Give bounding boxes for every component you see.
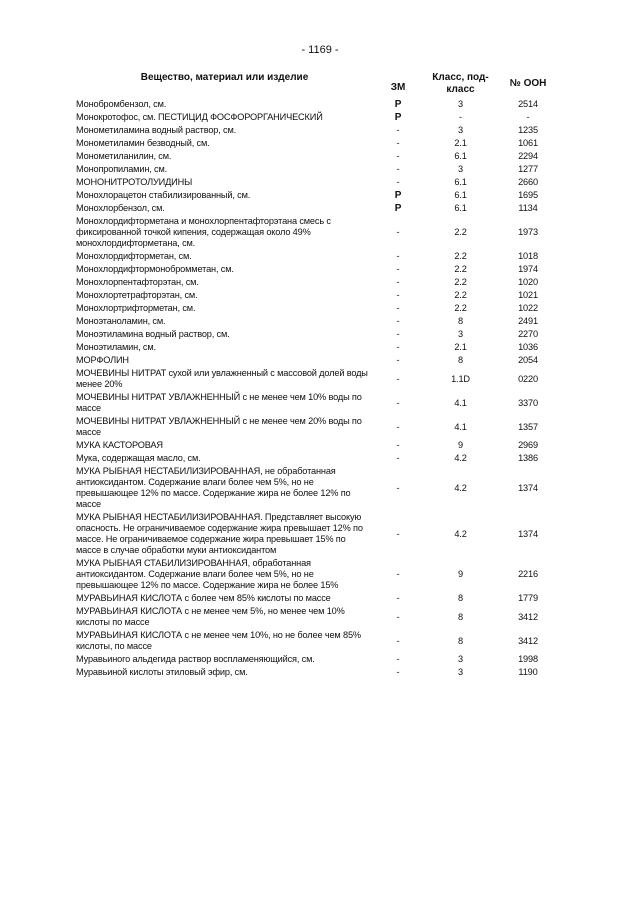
substance-name: Монохлордифтормонобромметан, см. — [76, 264, 234, 274]
substance-name: Монометиламина водный раствор, см. — [76, 125, 237, 135]
substance-name: Монохлорбензол, см. — [76, 203, 165, 213]
table-row — [76, 111, 558, 124]
un-number-cell: 1374 — [518, 482, 538, 493]
table-row — [76, 163, 558, 176]
un-number-cell: 1374 — [518, 528, 538, 539]
zm-cell: - — [396, 177, 400, 187]
header-zm: ЗМ — [390, 82, 406, 93]
substance-name: Монометиланилин, см. — [76, 151, 172, 161]
table-row — [76, 465, 558, 511]
table-row — [76, 124, 558, 137]
class-cell: 3 — [458, 329, 463, 339]
zm-cell: - — [396, 151, 400, 161]
un-number-cell: 1022 — [518, 303, 538, 313]
zm-cell: - — [396, 397, 400, 408]
class-cell: 2.2 — [454, 290, 467, 300]
zm-cell: - — [396, 482, 400, 493]
class-cell: 3 — [458, 164, 463, 174]
class-cell: 8 — [458, 316, 463, 326]
table-row — [76, 250, 558, 263]
table-row — [76, 302, 558, 315]
substance-name: МУРАВЬИНАЯ КИСЛОТА с не менее чем 10%, но не более чем 85% кислоты, по массе — [76, 630, 361, 651]
substance-name: МУКА РЫБНАЯ СТАБИЛИЗИРОВАННАЯ, обработанная антиоксидантом. Содержание влаги более чем 5%, но не превышающее 12% по массе. Содержание жира не более 15% — [76, 558, 339, 590]
un-number-cell: 2491 — [518, 316, 538, 326]
substance-name: МУКА РЫБНАЯ НЕСТАБИЛИЗИРОВАННАЯ. Представляет высокую опасность. Не ограничиваемое содержание жира превышает 12% по массе. Не ограничиваемое содержание жира превышает 15% по массе в случае обработки муки антиоксидантом — [76, 512, 363, 555]
zm-cell: - — [396, 593, 400, 603]
un-number-cell: 1973 — [518, 227, 538, 237]
zm-cell: - — [396, 342, 400, 352]
table-row — [76, 439, 558, 452]
class-cell: 2.1 — [454, 342, 467, 352]
substance-name: МУКА КАСТОРОВАЯ — [76, 440, 163, 450]
un-number-cell: 1386 — [518, 453, 538, 463]
class-cell: 8 — [458, 355, 463, 365]
zm-cell: - — [396, 453, 400, 463]
zm-cell: - — [396, 290, 400, 300]
header-class: Класс, под- класс — [432, 72, 489, 95]
class-cell: 9 — [458, 440, 463, 450]
un-number-cell: 1134 — [518, 203, 538, 213]
zm-cell: Р — [394, 99, 402, 110]
class-cell: 9 — [458, 569, 463, 579]
zm-cell: - — [396, 277, 400, 287]
un-number-cell: 3370 — [518, 397, 538, 408]
un-number-cell: 2294 — [518, 151, 538, 161]
zm-cell: Р — [394, 112, 402, 123]
table-row — [76, 354, 558, 367]
un-number-cell: 0220 — [518, 373, 538, 384]
zm-cell: - — [396, 667, 400, 677]
table-row — [76, 98, 558, 111]
un-number-cell: 3412 — [518, 611, 538, 622]
header-substance: Вещество, материал или изделие — [140, 72, 309, 83]
class-cell: 3 — [458, 99, 463, 109]
zm-cell: - — [396, 440, 400, 450]
table-row — [76, 276, 558, 289]
zm-cell: - — [396, 528, 400, 539]
table-row — [76, 592, 558, 605]
substance-name: Монокротофос, см. ПЕСТИЦИД ФОСФОРОРГАНИЧЕСКИЙ — [76, 112, 323, 122]
zm-cell: - — [396, 373, 400, 384]
table-row — [76, 341, 558, 354]
un-number-cell: 1018 — [518, 251, 538, 261]
un-number-cell: 1277 — [518, 164, 538, 174]
substance-name: Моноэтиламина водный раствор, см. — [76, 329, 230, 339]
zm-cell: - — [396, 164, 400, 174]
class-cell: 8 — [458, 611, 463, 622]
substance-name: МОЧЕВИНЫ НИТРАТ УВЛАЖНЕННЫЙ с не менее чем 10% воды по массе — [76, 392, 362, 413]
zm-cell: - — [396, 355, 400, 365]
class-cell: - — [459, 112, 462, 122]
table-row — [76, 328, 558, 341]
substance-name: Монохлорпентафторэтан, см. — [76, 277, 199, 287]
substance-name: Монопропиламин, см. — [76, 164, 168, 174]
table-row — [76, 653, 558, 666]
zm-cell: - — [396, 138, 400, 148]
substance-name: Муравьиного альдегида раствор воспламеняющийся, см. — [76, 654, 315, 664]
substance-name: Моноэтиламин, см. — [76, 342, 156, 352]
zm-cell: Р — [394, 203, 402, 214]
un-number-cell: 1357 — [518, 421, 538, 432]
un-number-cell: 2216 — [518, 569, 538, 579]
un-number-cell: 1190 — [518, 667, 538, 677]
substance-name: МОРФОЛИН — [76, 355, 129, 365]
un-number-cell: 2969 — [518, 440, 538, 450]
table-row — [76, 605, 558, 629]
header-un: № ООН — [509, 78, 547, 89]
zm-cell: - — [396, 654, 400, 664]
class-cell: 6.1 — [454, 151, 467, 161]
class-cell: 3 — [458, 125, 463, 135]
table-row — [76, 150, 558, 163]
zm-cell: Р — [394, 190, 402, 201]
class-cell: 1.1D — [451, 373, 470, 384]
substance-name: Муравьиной кислоты этиловый эфир, см. — [76, 667, 248, 677]
class-cell: 8 — [458, 593, 463, 603]
un-number-cell: 1695 — [518, 190, 538, 200]
un-number-cell: 1021 — [518, 290, 538, 300]
table-row — [76, 289, 558, 302]
substance-name: Монобромбензол, см. — [76, 99, 167, 109]
un-number-cell: 1974 — [518, 264, 538, 274]
zm-cell: - — [396, 251, 400, 261]
un-number-cell: 3412 — [518, 635, 538, 646]
un-number-cell: 1779 — [518, 593, 538, 603]
substance-name: МОНОНИТРОТОЛУИДИНЫ — [76, 177, 193, 187]
un-number-cell: 2270 — [518, 329, 538, 339]
substance-name: Мука, содержащая масло, см. — [76, 453, 201, 463]
substance-name: МОЧЕВИНЫ НИТРАТ сухой или увлажненный с массовой долей воды менее 20% — [76, 368, 368, 389]
page-number: - 1169 - — [301, 44, 339, 56]
table-row — [76, 391, 558, 415]
class-cell: 3 — [458, 654, 463, 664]
class-cell: 2.1 — [454, 138, 467, 148]
class-cell: 4.1 — [454, 421, 467, 432]
zm-cell: - — [396, 635, 400, 646]
substance-name: Монометиламин безводный, см. — [76, 138, 210, 148]
substance-name: МУКА РЫБНАЯ НЕСТАБИЛИЗИРОВАННАЯ, не обработанная антиоксидантом. Содержание влаги более чем 5%, но не превышающее 12% по массе. Содержание жира не более 12% по массе — [76, 466, 351, 509]
zm-cell: - — [396, 227, 400, 237]
table-row — [76, 629, 558, 653]
class-cell: 2.2 — [454, 277, 467, 287]
zm-cell: - — [396, 569, 400, 579]
class-cell: 4.2 — [454, 528, 467, 539]
zm-cell: - — [396, 421, 400, 432]
substance-name: МОЧЕВИНЫ НИТРАТ УВЛАЖНЕННЫЙ с не менее чем 20% воды по массе — [76, 416, 362, 437]
substance-name: Моноэтаноламин, см. — [76, 316, 166, 326]
class-cell: 2.2 — [454, 251, 467, 261]
substance-name: МУРАВЬИНАЯ КИСЛОТА с не менее чем 5%, но менее чем 10% кислоты по массе — [76, 606, 345, 627]
un-number-cell: 1036 — [518, 342, 538, 352]
un-number-cell: 1998 — [518, 654, 538, 664]
table-row — [76, 189, 558, 202]
un-number-cell: 1061 — [518, 138, 538, 148]
zm-cell: - — [396, 329, 400, 339]
substance-name: Монохлордифторметана и монохлорпентафторэтана смесь с фиксированной точкой кипения, содержащая около 49% монохлордифторметана, см. — [76, 216, 331, 248]
table-row — [76, 666, 558, 679]
substance-name: МУРАВЬИНАЯ КИСЛОТА с более чем 85% кислоты по массе — [76, 593, 331, 603]
un-number-cell: 2660 — [518, 177, 538, 187]
table-row — [76, 202, 558, 215]
table-row — [76, 263, 558, 276]
un-number-cell: 1235 — [518, 125, 538, 135]
table-row — [76, 176, 558, 189]
zm-cell: - — [396, 316, 400, 326]
substance-name: Монохлорацетон стабилизированный, см. — [76, 190, 251, 200]
table-row — [76, 415, 558, 439]
un-number-cell: 2514 — [518, 99, 538, 109]
table-row — [76, 511, 558, 557]
zm-cell: - — [396, 125, 400, 135]
table-row — [76, 367, 558, 391]
un-number-cell: 2054 — [518, 355, 538, 365]
zm-cell: - — [396, 303, 400, 313]
table-row — [76, 452, 558, 465]
class-cell: 3 — [458, 667, 463, 677]
class-cell: 6.1 — [454, 203, 467, 213]
table-row — [76, 557, 558, 592]
substances-table — [76, 72, 558, 679]
table-header-row — [76, 72, 558, 98]
zm-cell: - — [396, 611, 400, 622]
class-cell: 2.2 — [454, 303, 467, 313]
class-cell: 2.2 — [454, 227, 467, 237]
table-body — [76, 98, 558, 679]
class-cell: 4.2 — [454, 453, 467, 463]
class-cell: 4.1 — [454, 397, 467, 408]
zm-cell: - — [396, 264, 400, 274]
class-cell: 2.2 — [454, 264, 467, 274]
substance-name: Монохлортрифторметан, см. — [76, 303, 196, 313]
table-row — [76, 137, 558, 150]
un-number-cell: - — [526, 112, 530, 122]
table-row — [76, 215, 558, 250]
substance-name: Монохлордифторметан, см. — [76, 251, 192, 261]
substance-name: Монохлортетрафторэтан, см. — [76, 290, 198, 300]
class-cell: 4.2 — [454, 482, 467, 493]
class-cell: 6.1 — [454, 190, 467, 200]
un-number-cell: 1020 — [518, 277, 538, 287]
class-cell: 6.1 — [454, 177, 467, 187]
class-cell: 8 — [458, 635, 463, 646]
table-row — [76, 315, 558, 328]
